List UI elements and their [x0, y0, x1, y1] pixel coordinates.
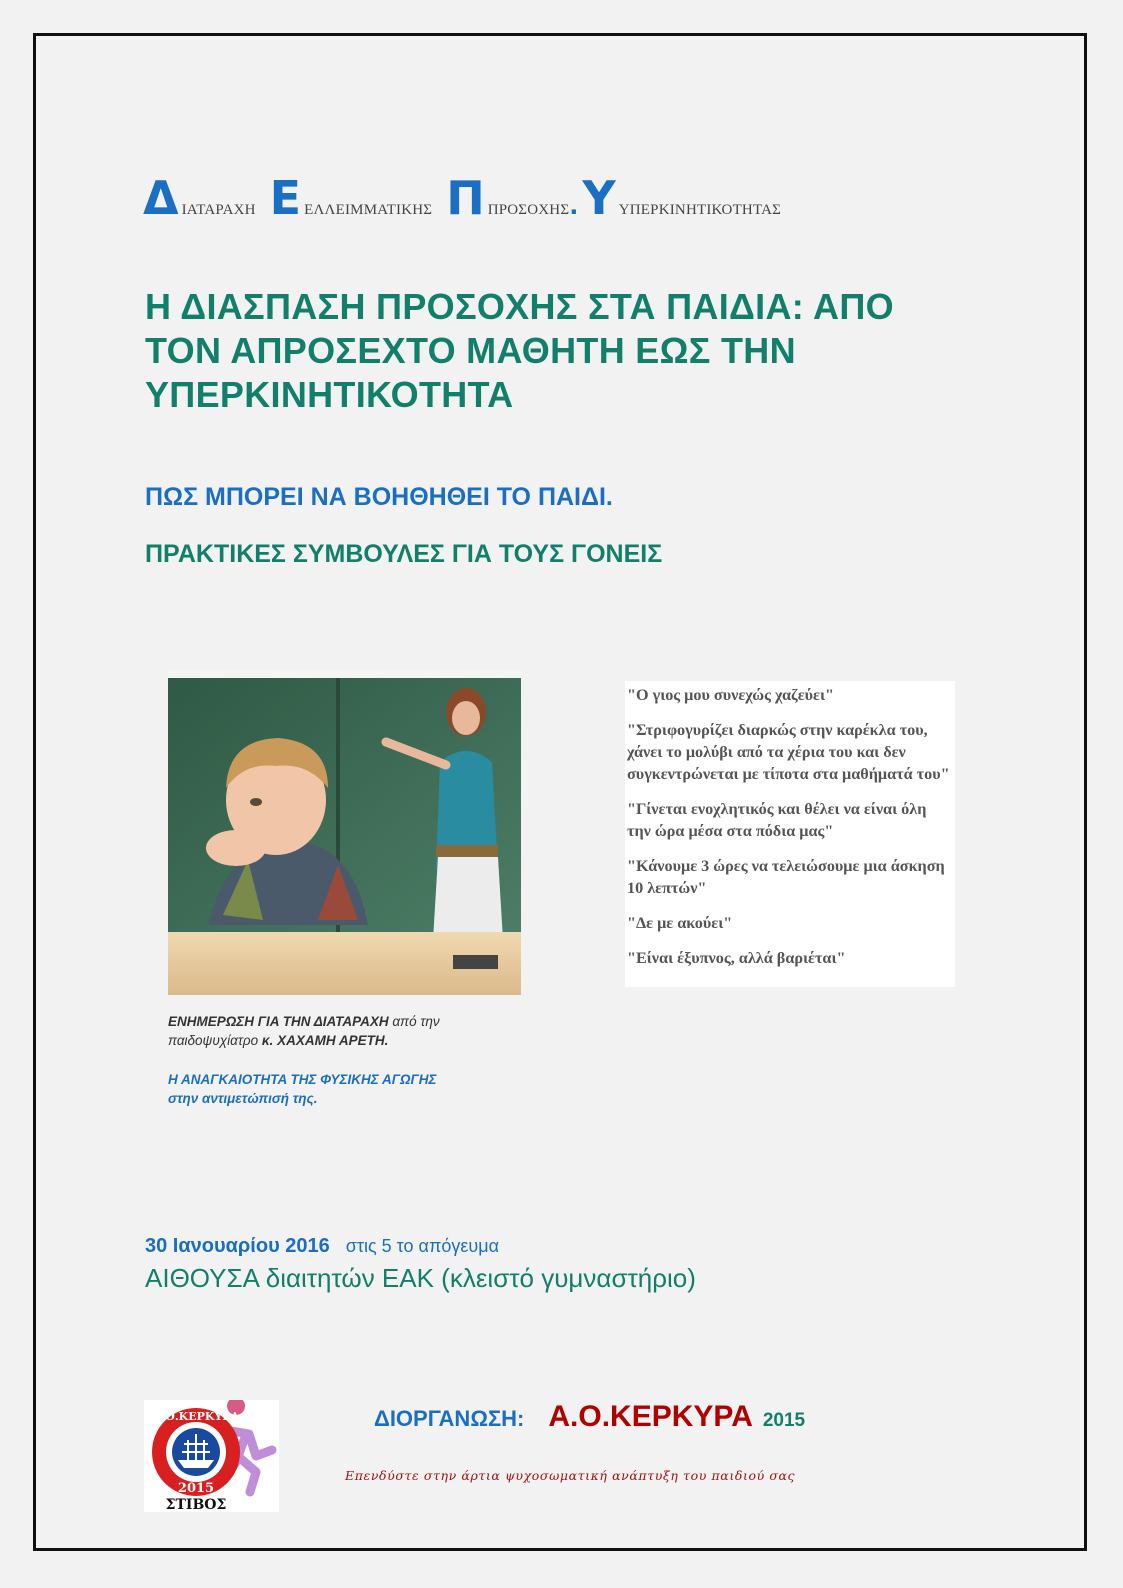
physical-education-caption	[168, 1070, 538, 1108]
pe-caption-line-2: στην αντιμετώπισή της.	[168, 1091, 318, 1106]
event-time: στις 5 το απόγευμα	[345, 1236, 500, 1256]
slogan: Επενδύστε στην άρτια ψυχοσωματική ανάπτυξη του παιδιού σας	[345, 1468, 796, 1483]
acronym-letter-y: Υ	[582, 171, 616, 225]
acronym-header	[143, 171, 795, 225]
main-title-line-1: Η ΔΙΑΣΠΑΣΗ ΠΡΟΣΟΧΗΣ ΣΤΑ ΠΑΙΔΙΑ: ΑΠΟ	[145, 286, 894, 327]
classroom-photo	[168, 670, 521, 995]
organizer-year: 2015	[762, 1410, 806, 1431]
acronym-word-e: ΕΛΛΕΙΜΜΑΤΙΚΗΣ	[304, 202, 433, 218]
briefing-from: από την	[388, 1014, 440, 1029]
main-title-line-3: ΥΠΕΡΚΙΝΗΤΙΚΟΤΗΤΑ	[145, 374, 514, 415]
briefing-speaker: κ. ΧΑΧΑΜΗ ΑΡΕΤΗ.	[261, 1033, 389, 1048]
briefing-title: ΕΝΗΜΕΡΩΣΗ ΓΙΑ ΤΗΝ ΔΙΑΤΑΡΑΧΗ	[168, 1014, 389, 1029]
subtitle-help: ΠΩΣ ΜΠΟΡΕΙ ΝΑ ΒΟΗΘΗΘΕΙ ΤΟ ΠΑΙΔΙ.	[145, 483, 613, 511]
event-venue: ΑΙΘΟΥΣΑ διαιτητών ΕΑΚ (κλειστό γυμναστήριο)	[145, 1263, 696, 1293]
quote-5: "Δε με ακούει"	[627, 914, 733, 932]
classroom-illustration	[168, 670, 521, 995]
organizer-name: Α.Ο.ΚΕΡΚΥΡΑ	[548, 1400, 753, 1433]
acronym-letter-d: Δ	[143, 171, 179, 225]
club-logo-icon	[144, 1400, 279, 1512]
event-date: 30 Ιανουαρίου 2016	[145, 1235, 330, 1257]
acronym-word-y: ΥΠΕΡΚΙΝΗΤΙΚΟΤΗΤΑΣ	[618, 202, 782, 218]
main-title	[145, 285, 1045, 417]
quote-1: "Ο γιος μου συνεχώς χαζεύει"	[627, 686, 834, 704]
logo-arc-text: Α.Ο.ΚΕΡΚΥΡΑ	[152, 1410, 240, 1423]
acronym-word-p: ΠΡΟΣΟΧΗΣ	[487, 202, 570, 218]
acronym-word-d: ΙΑΤΑΡΑΧΗ	[181, 202, 256, 218]
acronym-letter-p: Π	[446, 171, 485, 225]
pe-caption-line-1: Η ΑΝΑΓΚΑΙΟΤΗΤΑ ΤΗΣ ΦΥΣΙΚΗΣ ΑΓΩΓΗΣ	[168, 1072, 437, 1087]
event-date-time	[145, 1235, 499, 1258]
quote-6: "Είναι έξυπνος, αλλά βαριέται"	[627, 949, 846, 967]
club-logo	[144, 1400, 279, 1512]
quote-3: "Γίνεται ενοχλητικός και θέλει να είναι όλη την ώρα μέσα στα πόδια μας"	[627, 800, 927, 840]
organizer-line	[374, 1400, 805, 1434]
main-title-line-2: ΤΟΝ ΑΠΡΟΣΕΧΤΟ ΜΑΘΗΤΗ ΕΩΣ ΤΗΝ	[145, 330, 796, 371]
acronym-dot: .	[569, 192, 579, 220]
briefing-role: παιδοψυχίατρο	[168, 1033, 262, 1048]
quote-2: "Στριφογυρίζει διαρκώς στην καρέκλα του, χάνει το μολύβι από τα χέρια του και δεν συγκεντρώνεται με τίποτα στα μαθήματά του"	[627, 721, 950, 783]
logo-year: 2015	[177, 1481, 215, 1496]
parent-quotes-box	[625, 681, 955, 987]
logo-bottom-text: ΣΤΙΒΟΣ	[165, 1497, 227, 1512]
subtitle-tips: ΠΡΑΚΤΙΚΕΣ ΣΥΜΒΟΥΛΕΣ ΓΙΑ ΤΟΥΣ ΓΟΝΕΙΣ	[145, 540, 663, 568]
acronym-letter-e: Ε	[269, 171, 302, 225]
organizer-label: ΔΙΟΡΓΑΝΩΣΗ:	[374, 1406, 525, 1431]
briefing-caption	[168, 1012, 538, 1050]
quote-4: "Κάνουμε 3 ώρες να τελειώσουμε μια άσκηση 10 λεπτών"	[627, 857, 945, 897]
